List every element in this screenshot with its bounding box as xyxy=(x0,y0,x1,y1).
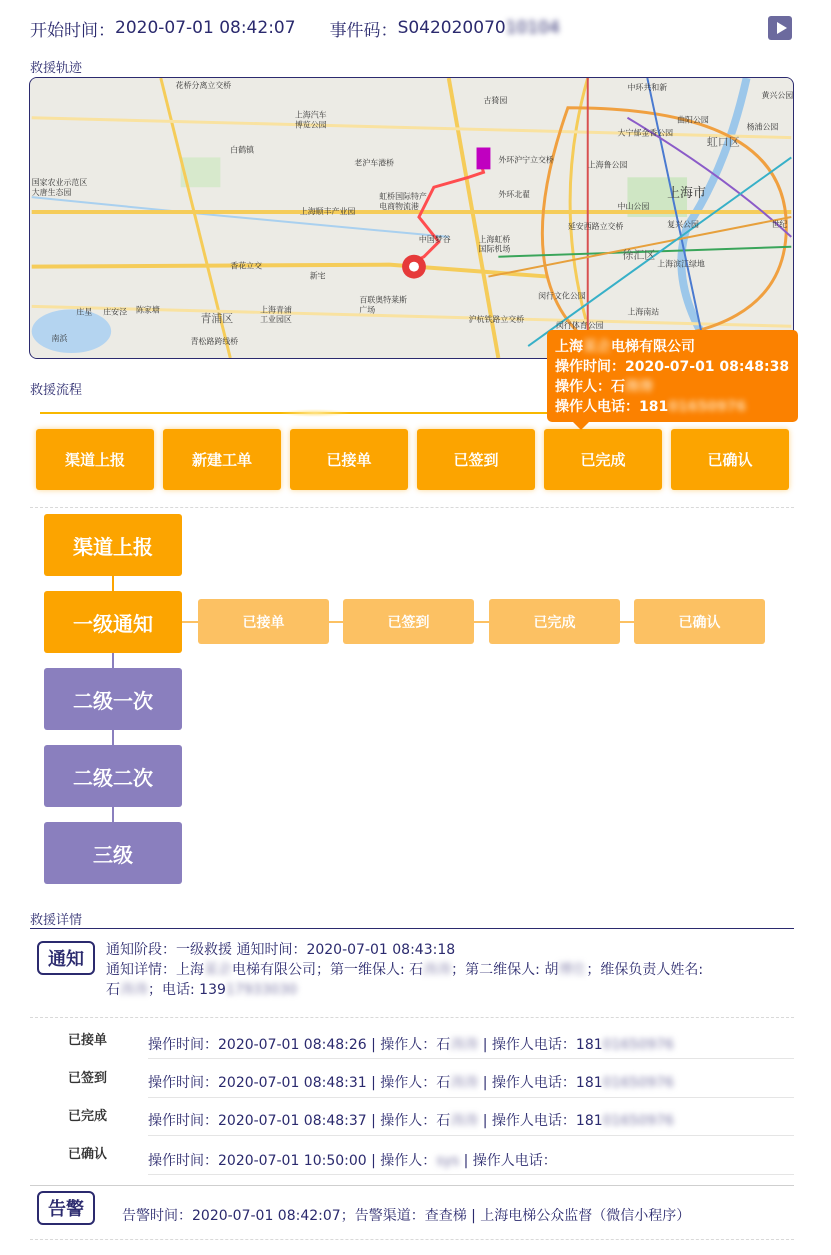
level-first-notify[interactable]: 一级通知 xyxy=(44,591,182,653)
op-label-signed-in: 已签到 xyxy=(68,1071,108,1086)
step-new-order[interactable]: 新建工单 xyxy=(163,429,281,490)
svg-text:古猗园: 古猗园 xyxy=(483,95,508,105)
svg-text:庄星: 庄星 xyxy=(76,307,93,317)
alarm-badge: 告警 xyxy=(37,1191,95,1225)
svg-text:青浦区: 青浦区 xyxy=(200,312,234,326)
svg-text:上海市: 上海市 xyxy=(667,186,706,202)
notify-details xyxy=(106,940,786,1000)
notify-line-3: 石涛涛；电话: 13917933030 xyxy=(106,982,298,998)
svg-text:国家农业示范区: 国家农业示范区 xyxy=(31,178,88,188)
divider xyxy=(30,1017,794,1018)
op-text-confirmed: 操作时间：2020-07-01 10:50:00 | 操作人：sys | 操作人电话： xyxy=(148,1153,557,1169)
op-label-accepted: 已接单 xyxy=(68,1033,108,1048)
svg-text:外环北翟: 外环北翟 xyxy=(498,190,531,200)
svg-text:老沪车港桥: 老沪车港桥 xyxy=(354,158,395,168)
step-bar xyxy=(36,429,789,490)
svg-text:上海滨江绿地: 上海滨江绿地 xyxy=(657,259,705,269)
rescue-map[interactable] xyxy=(29,77,794,359)
svg-text:虹桥国际特产: 虹桥国际特产 xyxy=(379,192,427,202)
svg-text:杨浦公园: 杨浦公园 xyxy=(746,122,779,132)
svg-text:电商物流港: 电商物流港 xyxy=(379,202,419,212)
notify-line-1: 通知阶段：一级救援 通知时间：2020-07-01 08:43:18 xyxy=(106,942,456,958)
divider xyxy=(30,1239,794,1240)
op-text-accepted: 操作时间：2020-07-01 08:48:26 | 操作人：石涛涛 | 操作人电话：18101650976 xyxy=(148,1037,674,1053)
svg-text:白鹤镇: 白鹤镇 xyxy=(230,145,255,155)
level-channel-report[interactable]: 渠道上报 xyxy=(44,514,182,576)
step-confirmed[interactable]: 已确认 xyxy=(671,429,789,490)
svg-text:中山公园: 中山公园 xyxy=(617,202,650,212)
svg-text:外环沪宁立交桥: 外环沪宁立交桥 xyxy=(498,155,554,165)
svg-text:徐汇区: 徐汇区 xyxy=(622,248,656,262)
svg-text:中环共和新: 中环共和新 xyxy=(627,82,668,92)
op-text-signed-in: 操作时间：2020-07-01 08:48:31 | 操作人：石涛涛 | 操作人电话：18101650976 xyxy=(148,1075,674,1091)
svg-text:复兴公园: 复兴公园 xyxy=(667,219,699,229)
step-tooltip xyxy=(547,330,798,422)
svg-text:大唐生态园: 大唐生态园 xyxy=(31,188,72,198)
svg-text:上海汽车: 上海汽车 xyxy=(294,110,327,120)
level-third[interactable]: 三级 xyxy=(44,822,182,884)
tooltip-operator: 操作人：石涛涛 xyxy=(555,379,653,395)
svg-text:陈家塘: 陈家塘 xyxy=(135,305,160,315)
svg-text:闵行体育公园: 闵行体育公园 xyxy=(555,321,604,331)
event-header xyxy=(30,14,800,42)
progress-glow xyxy=(280,409,350,417)
event-code-label: 事件码： xyxy=(329,20,398,41)
svg-text:广场: 广场 xyxy=(359,305,376,315)
op-label-confirmed: 已确认 xyxy=(68,1147,108,1162)
level-second-first[interactable]: 二级一次 xyxy=(44,668,182,730)
svg-text:香花立交: 香花立交 xyxy=(230,261,263,271)
start-time-label: 开始时间： xyxy=(30,20,115,41)
svg-text:上海青浦: 上海青浦 xyxy=(260,305,292,315)
play-icon xyxy=(777,22,787,34)
svg-text:闵行文化公园: 闵行文化公园 xyxy=(538,291,586,301)
svg-text:曲阳公园: 曲阳公园 xyxy=(677,115,709,125)
svg-text:上海南站: 上海南站 xyxy=(627,307,660,317)
svg-text:博览公园: 博览公园 xyxy=(294,120,327,130)
svg-text:青松路跨线桥: 青松路跨线桥 xyxy=(190,337,239,347)
svg-text:上海顺丰产业园: 上海顺丰产业园 xyxy=(299,207,356,217)
step-accepted[interactable]: 已接单 xyxy=(290,429,408,490)
op-text-completed: 操作时间：2020-07-01 08:48:37 | 操作人：石涛涛 | 操作人电话：18101650976 xyxy=(148,1113,674,1129)
svg-text:上海虹桥: 上海虹桥 xyxy=(478,234,511,244)
sub-step-signed-in[interactable]: 已签到 xyxy=(343,599,474,644)
alarm-details: 告警时间：2020-07-01 08:42:07；告警渠道：查查梯 | 上海电梯公众监督（微信小程序） xyxy=(122,1208,691,1224)
svg-text:黄兴公园: 黄兴公园 xyxy=(761,90,793,100)
svg-text:上海鲁公园: 上海鲁公园 xyxy=(587,160,628,170)
tooltip-company: 上海某企电梯有限公司 xyxy=(555,339,695,355)
svg-text:沪杭铁路立交桥: 沪杭铁路立交桥 xyxy=(468,315,525,325)
svg-text:百联奥特莱斯: 百联奥特莱斯 xyxy=(359,295,407,305)
svg-text:庄安泾: 庄安泾 xyxy=(103,307,128,317)
level-second-second[interactable]: 二级二次 xyxy=(44,745,182,807)
detail-underline xyxy=(30,928,794,929)
op-label-completed: 已完成 xyxy=(68,1109,108,1124)
svg-text:世纪: 世纪 xyxy=(771,219,788,229)
play-button[interactable] xyxy=(768,16,792,40)
svg-text:国际机场: 国际机场 xyxy=(478,244,511,254)
notify-line-2: 通知详情：上海某企电梯有限公司；第一维保人: 石涛涛；第二维保人: 胡博仕；维保负责人姓名: xyxy=(106,962,704,978)
tooltip-time: 操作时间：2020-07-01 08:48:38 xyxy=(555,359,790,375)
rescue-detail-title: 救援详情 xyxy=(30,913,83,928)
svg-text:大宁郁金香公园: 大宁郁金香公园 xyxy=(617,128,674,138)
sub-step-completed[interactable]: 已完成 xyxy=(489,599,620,644)
rescue-flow-title: 救援流程 xyxy=(30,383,83,398)
rescue-track-title: 救援轨迹 xyxy=(30,61,83,76)
svg-text:南浜: 南浜 xyxy=(51,334,68,344)
divider xyxy=(30,507,794,508)
sub-step-accepted[interactable]: 已接单 xyxy=(198,599,329,644)
svg-text:工业园区: 工业园区 xyxy=(260,315,292,325)
event-code-hidden: 10104 xyxy=(505,18,560,38)
svg-text:新宅: 新宅 xyxy=(309,271,326,281)
step-signed-in[interactable]: 已签到 xyxy=(417,429,535,490)
svg-text:延安西路立交桥: 延安西路立交桥 xyxy=(567,221,624,231)
divider xyxy=(30,1185,794,1186)
sub-step-confirmed[interactable]: 已确认 xyxy=(634,599,765,644)
svg-text:花桥分离立交桥: 花桥分离立交桥 xyxy=(175,80,232,90)
step-channel-report[interactable]: 渠道上报 xyxy=(36,429,154,490)
svg-text:中国梦谷: 中国梦谷 xyxy=(418,234,451,244)
tooltip-phone: 操作人电话：18101650976 xyxy=(555,399,747,415)
start-time-value: 2020-07-01 08:42:07 xyxy=(115,18,296,38)
step-completed[interactable]: 已完成 xyxy=(544,429,662,490)
svg-text:虹口区: 虹口区 xyxy=(706,135,740,149)
notify-badge: 通知 xyxy=(37,941,95,975)
event-code-value: S042020070 xyxy=(397,18,506,38)
